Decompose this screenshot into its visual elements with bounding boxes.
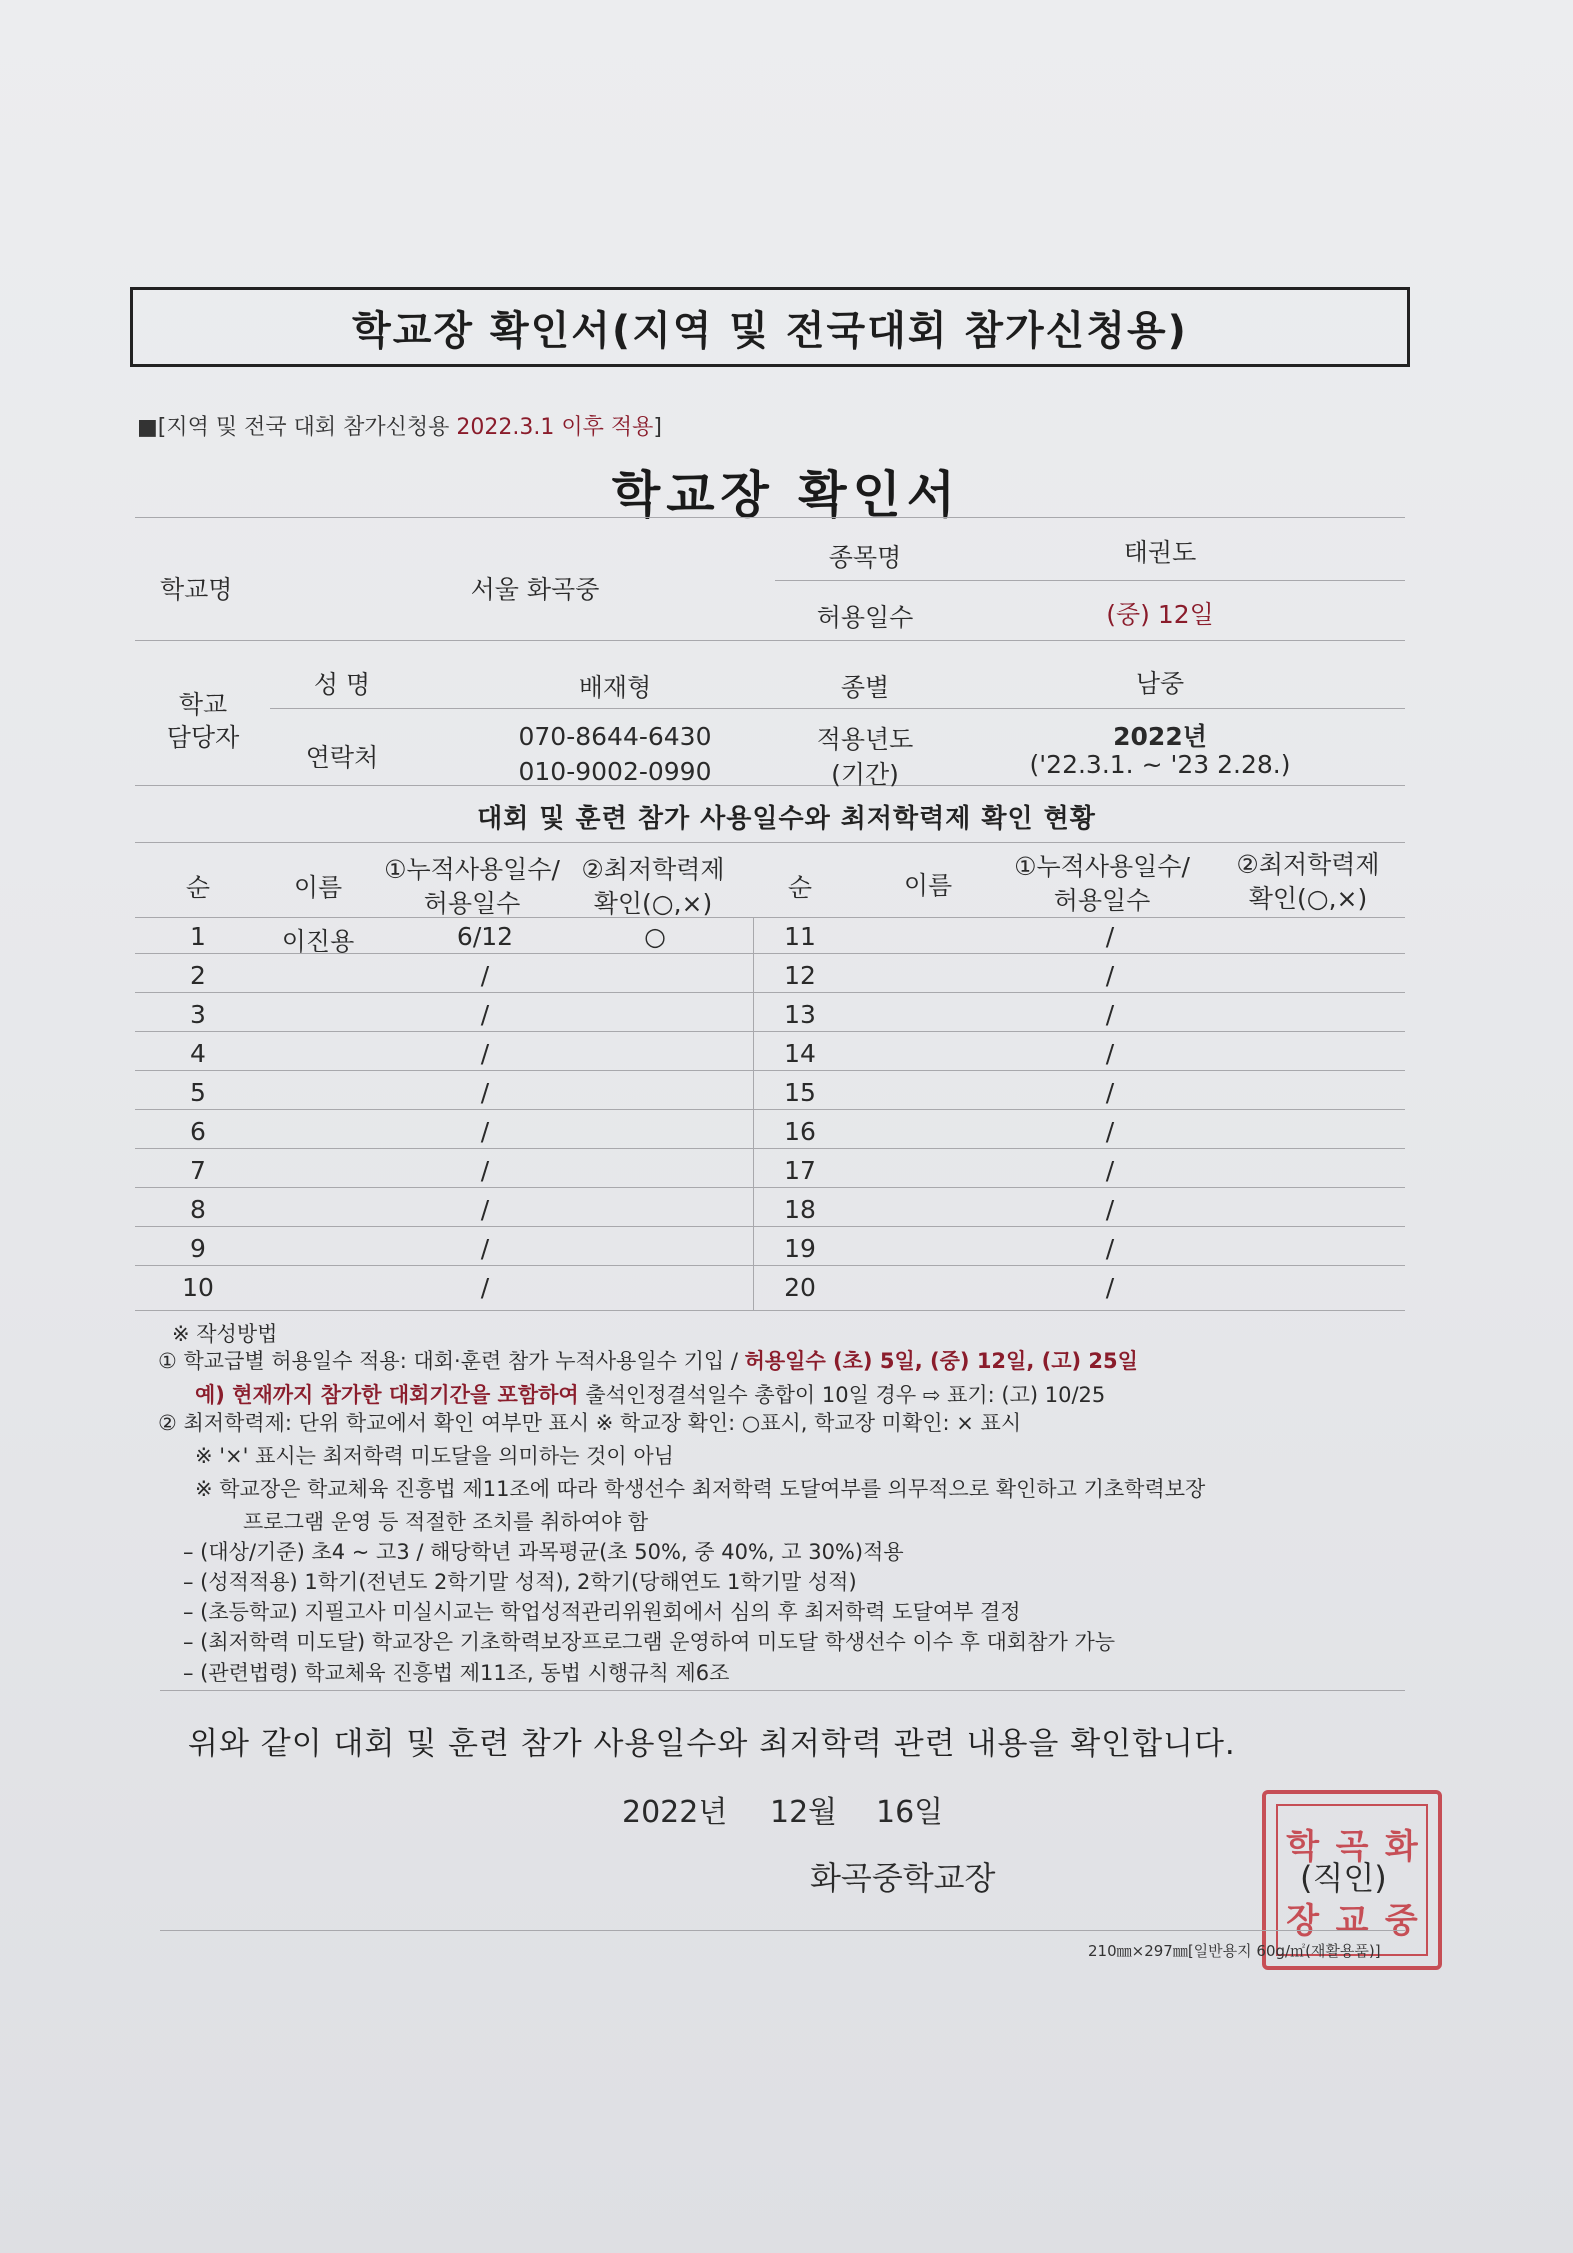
table-cell-days: 6/12 [456,922,514,951]
apply-year-label-line1: 적용년도 [816,725,914,754]
paper-spec: 210㎜×297㎜[일반용지 60g/㎡(재활용품)] [1088,1942,1381,1960]
info-top-rule [135,517,1405,518]
table-cell-no: 14 [784,1039,816,1068]
header-min-left-1: ②최저학력제 [581,855,725,884]
table-cell-no: 19 [784,1234,816,1263]
seal-character: 중 [1384,1900,1418,1941]
header-no-right: 순 [787,873,813,902]
table-cell-days: / [480,1273,490,1302]
table-cell-days: / [480,1195,490,1224]
footer-rule [160,1930,1405,1931]
info-bottom-rule [135,785,1405,786]
header-min-right-2: 확인(○,×) [1248,884,1368,913]
table-cell-no: 16 [784,1117,816,1146]
manager-label-line1: 학교 [178,690,228,719]
category-value: 남중 [1135,669,1185,698]
table-cell-days: / [1105,1078,1115,1107]
detail-2: – (성적적용) 1학기(전년도 2학기말 성적), 2학기(당해연도 1학기말 성적) [183,1570,857,1594]
note-1-example-rest: 출석인정결석일수 총합이 10일 경우 ⇨ 표기: (고) 10/25 [578,1383,1106,1407]
table-cell-no: 10 [182,1273,214,1302]
header-min-left-2: 확인(○,×) [593,889,713,918]
note-4b: 프로그램 운영 등 적절한 조치를 취하여야 함 [243,1510,649,1534]
table-cell-no: 13 [784,1000,816,1029]
note-1 [158,1345,1138,1375]
seal-character: 곡 [1335,1826,1369,1867]
confirmation-statement: 위와 같이 대회 및 훈련 참가 사용일수와 최저학력 관련 내용을 확인합니다. [188,1726,1236,1762]
phone-2: 010-9002-0990 [518,757,712,786]
table-cell-days: / [1105,1195,1115,1224]
table-cell-no: 3 [190,1000,206,1029]
table-row-rule [135,1226,1405,1227]
notes-heading: ※ 작성방법 [172,1322,278,1346]
apply-year-label-line2: (기간) [831,760,899,789]
table-cell-days: / [1105,1273,1115,1302]
note-1-text: ① 학교급별 허용일수 적용: 대회·훈련 참가 누적사용일수 기입 / [158,1349,745,1373]
detail-5: – (관련법령) 학교체육 진흥법 제11조, 동법 시행규칙 제6조 [183,1661,730,1685]
table-cell-days: / [480,1000,490,1029]
principal-title: 화곡중학교장 [810,1859,996,1897]
table-top-rule [135,842,1405,843]
note-1-example [195,1379,1105,1409]
detail-4: – (최저학력 미도달) 학교장은 기초학력보장프로그램 운영하여 미도달 학생선수 이수 후 대회참가 가능 [183,1630,1116,1654]
subheading-prefix: ■[지역 및 전국 대회 참가신청용 [137,415,457,440]
table-cell-days: / [1105,922,1115,951]
table-cell-days: / [480,961,490,990]
header-days-right-2: 허용일수 [1053,886,1151,915]
sport-label: 종목명 [828,543,902,572]
allowed-days-value: (중) 12일 [1106,600,1214,629]
table-cell-name: 이진용 [281,927,355,956]
table-cell-days: / [1105,961,1115,990]
seal-label: (직인) [1300,1859,1387,1897]
table-cell-no: 6 [190,1117,206,1146]
date-day: 16일 [876,1795,944,1830]
detail-1: – (대상/기준) 초4 ~ 고3 / 해당학년 과목평균(초 50%, 중 40%, 고 30%)적용 [183,1540,904,1564]
apply-year-value: 2022년 [1113,722,1207,751]
seal-character: 화 [1384,1826,1418,1867]
seal-character: 학 [1286,1826,1320,1867]
table-cell-days: / [480,1078,490,1107]
table-cell-check: ○ [644,922,666,951]
detail-3: – (초등학교) 지필고사 미실시교는 학업성적관리위원회에서 심의 후 최저학력 도달여부 결정 [183,1600,1021,1624]
subheading-effective-date: 2022.3.1 이후 적용 [456,415,654,440]
table-cell-days: / [1105,1000,1115,1029]
phone-1: 070-8644-6430 [518,722,712,751]
subheading-suffix: ] [653,415,662,440]
info-rule-2 [135,640,1405,641]
table-cell-days: / [480,1039,490,1068]
table-row-rule [135,992,1405,993]
note-1-example-red: 예) 현재까지 참가한 대회기간을 포함하여 [195,1383,579,1407]
note-4a: ※ 학교장은 학교체육 진흥법 제11조에 따라 학생선수 최저학력 도달여부를 의무적으로 확인하고 기초학력보장 [195,1477,1206,1501]
table-row-rule [135,1070,1405,1071]
table-row-rule [135,1187,1405,1188]
table-cell-no: 9 [190,1234,206,1263]
table-cell-days: / [480,1234,490,1263]
table-cell-no: 2 [190,961,206,990]
document-title: 학교장 확인서 [611,466,962,524]
header-no-left: 순 [185,873,211,902]
category-label: 종별 [840,673,890,702]
info-mid-rule [775,580,1405,581]
table-cell-no: 20 [784,1273,816,1302]
date-month: 12월 [770,1795,838,1830]
form-title-box: 학교장 확인서(지역 및 전국대회 참가신청용) [130,287,1410,367]
info-rule-3 [270,708,1405,709]
header-name-right: 이름 [903,871,953,900]
table-row-rule [135,1310,1405,1311]
date-year: 2022년 [622,1795,728,1830]
table-cell-no: 7 [190,1156,206,1185]
table-row-rule [135,1265,1405,1266]
table-cell-no: 18 [784,1195,816,1224]
note-1-allowed-days: 허용일수 (초) 5일, (중) 12일, (고) 25일 [744,1349,1138,1373]
sport-value: 태권도 [1123,538,1197,567]
table-cell-days: / [1105,1039,1115,1068]
header-name-left: 이름 [293,873,343,902]
usage-section-title: 대회 및 훈련 참가 사용일수와 최저학력제 확인 현황 [477,804,1096,834]
table-cell-no: 4 [190,1039,206,1068]
note-2: ② 최저학력제: 단위 학교에서 확인 여부만 표시 ※ 학교장 확인: ○표시, 학교장 미확인: × 표시 [158,1411,1022,1435]
note-3: ※ '×' 표시는 최저학력 미도달을 의미하는 것이 아님 [195,1444,674,1468]
table-cell-days: / [1105,1156,1115,1185]
form-subheading [137,410,662,441]
table-row-rule [135,1109,1405,1110]
header-days-right-1: ①누적사용일수/ [1014,852,1190,881]
table-row-rule [135,1031,1405,1032]
school-name-value: 서울 화곡중 [470,575,600,604]
allowed-days-label: 허용일수 [816,603,914,632]
table-cell-no: 5 [190,1078,206,1107]
seal-character: 교 [1335,1900,1369,1941]
header-days-left-1: ①누적사용일수/ [384,855,560,884]
table-cell-no: 12 [784,961,816,990]
table-cell-days: / [480,1117,490,1146]
table-cell-no: 15 [784,1078,816,1107]
table-cell-days: / [1105,1117,1115,1146]
table-center-divider [753,917,754,1310]
table-cell-no: 17 [784,1156,816,1185]
contact-label: 연락처 [305,743,379,772]
notes-bottom-rule [160,1690,1405,1691]
manager-name-value: 배재형 [578,673,652,702]
apply-period-value: ('22.3.1. ~ '23 2.28.) [1029,750,1291,779]
seal-character: 장 [1286,1900,1320,1941]
table-cell-days: / [1105,1234,1115,1263]
header-min-right-1: ②최저학력제 [1236,850,1380,879]
table-header-rule [135,917,1405,918]
table-row-rule [135,953,1405,954]
table-cell-no: 1 [190,922,206,951]
header-days-left-2: 허용일수 [423,889,521,918]
table-cell-no: 8 [190,1195,206,1224]
name-label: 성 명 [313,670,371,699]
table-cell-no: 11 [784,922,816,951]
school-name-label: 학교명 [160,575,233,604]
manager-label-line2: 담당자 [166,723,240,752]
table-cell-days: / [480,1156,490,1185]
table-row-rule [135,1148,1405,1149]
